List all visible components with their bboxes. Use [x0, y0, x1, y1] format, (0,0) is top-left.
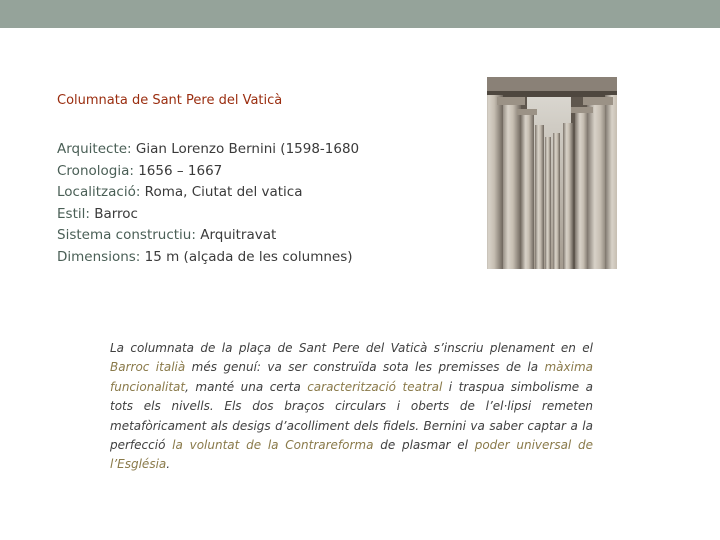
fact-location	[57, 182, 359, 204]
description-text: i traspua simbolisme a tots els nivells. Els dos braços circulars i oberts de l’el·lipsi remeten metafòricament als desigs d’acolliment dels fidels. Bernini va saber captar a la perfecció	[110, 379, 593, 453]
fact-label: Sistema constructiu:	[57, 227, 196, 243]
page-title: Columnata de Sant Pere del Vaticà	[57, 93, 283, 108]
highlight-contrareforma: la voluntat de la Contrareforma	[172, 438, 374, 453]
fact-value: Roma, Ciutat del vatica	[140, 184, 303, 200]
description-text: més genuí: va ser construïda sota les premisses de la	[185, 360, 545, 375]
description-text: .	[166, 457, 171, 472]
highlight-maxima-funcionalitat: màxima funcionalitat	[110, 360, 593, 394]
fact-style	[57, 204, 359, 226]
description-text: de plasmar el	[373, 438, 475, 453]
fact-chronology	[57, 161, 359, 183]
fact-value: Barroc	[89, 205, 138, 222]
highlight-poder-universal: poder universal de l’Església	[110, 438, 594, 472]
fact-value: Arquitravat	[195, 227, 277, 243]
fact-architect	[57, 139, 359, 161]
fact-label: Cronologia:	[57, 162, 134, 179]
fact-value: 15 m (alçada de les columnes)	[140, 248, 353, 265]
fact-label: Arquitecte:	[57, 141, 132, 157]
fact-construction	[57, 225, 359, 247]
colonnade-photo	[487, 77, 617, 269]
fact-label: Localització:	[57, 184, 141, 200]
top-bar	[0, 0, 720, 28]
description-text: , manté una certa	[185, 379, 308, 394]
description-text: La columnata de la plaça de Sant Pere del Vaticà s’inscriu plenament en el	[110, 341, 593, 355]
fact-list	[57, 139, 359, 268]
colonnade-illustration	[487, 77, 617, 269]
fact-dimensions	[57, 247, 359, 269]
fact-value: Gian Lorenzo Bernini (1598-1680	[131, 141, 360, 157]
fact-label: Estil:	[57, 205, 90, 222]
description-paragraph	[110, 339, 593, 475]
highlight-caracteritzacio-teatral: caracterització teatral	[307, 379, 443, 394]
highlight-barroc-italia: Barroc italià	[110, 360, 186, 375]
fact-value: 1656 – 1667	[133, 162, 223, 179]
fact-label: Dimensions:	[57, 248, 141, 265]
